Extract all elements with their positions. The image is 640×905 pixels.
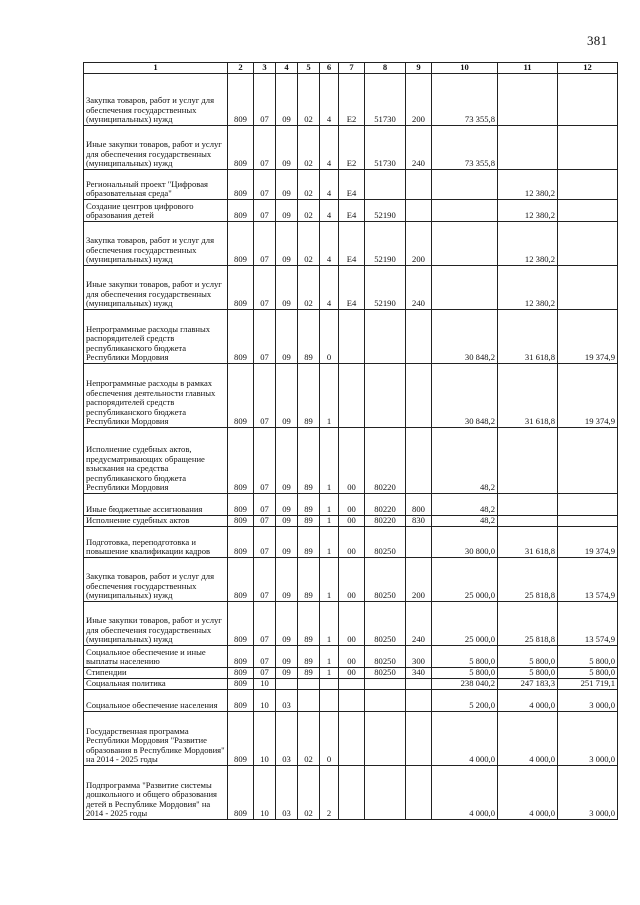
code-cell: 09 <box>276 310 298 364</box>
amount-cell: 48,2 <box>432 494 498 516</box>
amount-cell <box>558 170 618 200</box>
code-cell <box>406 690 432 712</box>
code-cell: 1 <box>320 602 339 646</box>
code-cell: 809 <box>228 170 254 200</box>
amount-cell: 12 380,2 <box>498 200 558 222</box>
row-name-cell: Закупка товаров, работ и услуг для обеспечения государственных (муниципальных) нужд <box>84 222 228 266</box>
code-cell <box>406 310 432 364</box>
code-cell: 07 <box>254 266 276 310</box>
code-cell <box>365 766 406 820</box>
amount-cell: 48,2 <box>432 428 498 494</box>
code-cell <box>365 679 406 690</box>
code-cell: 830 <box>406 516 432 527</box>
amount-cell: 48,2 <box>432 516 498 527</box>
table-row <box>84 428 618 494</box>
code-cell: 09 <box>276 266 298 310</box>
row-name-cell: Подпрограмма "Развитие системы дошкольного и общего образования детей в Республике Мордовия" на 2014 - 2025 годы <box>84 766 228 820</box>
code-cell: 1 <box>320 646 339 668</box>
header-cell: 7 <box>339 63 365 74</box>
code-cell: 09 <box>276 200 298 222</box>
code-cell: E2 <box>339 126 365 170</box>
code-cell: 809 <box>228 558 254 602</box>
code-cell: 10 <box>254 766 276 820</box>
code-cell: 300 <box>406 646 432 668</box>
code-cell <box>339 690 365 712</box>
code-cell: 809 <box>228 646 254 668</box>
code-cell: 09 <box>276 516 298 527</box>
code-cell <box>320 690 339 712</box>
amount-cell: 73 355,8 <box>432 74 498 126</box>
amount-cell: 19 374,9 <box>558 310 618 364</box>
amount-cell: 12 380,2 <box>498 222 558 266</box>
code-cell: 09 <box>276 222 298 266</box>
code-cell: 89 <box>298 558 320 602</box>
amount-cell: 12 380,2 <box>498 266 558 310</box>
code-cell: 809 <box>228 222 254 266</box>
code-cell: 80220 <box>365 428 406 494</box>
code-cell: 80250 <box>365 646 406 668</box>
amount-cell <box>558 222 618 266</box>
amount-cell <box>432 222 498 266</box>
code-cell: 09 <box>276 126 298 170</box>
amount-cell: 31 618,8 <box>498 364 558 428</box>
amount-cell: 5 800,0 <box>432 646 498 668</box>
code-cell: 200 <box>406 74 432 126</box>
code-cell: 00 <box>339 646 365 668</box>
amount-cell: 31 618,8 <box>498 527 558 558</box>
row-name-cell: Создание центров цифрового образования детей <box>84 200 228 222</box>
code-cell: 51730 <box>365 126 406 170</box>
code-cell: 4 <box>320 266 339 310</box>
code-cell: 00 <box>339 558 365 602</box>
code-cell: 07 <box>254 74 276 126</box>
amount-cell: 25 818,8 <box>498 602 558 646</box>
code-cell: 80250 <box>365 668 406 679</box>
amount-cell <box>498 428 558 494</box>
header-cell: 4 <box>276 63 298 74</box>
header-cell: 3 <box>254 63 276 74</box>
table-row <box>84 602 618 646</box>
amount-cell: 4 000,0 <box>432 766 498 820</box>
table-row <box>84 712 618 766</box>
amount-cell <box>558 200 618 222</box>
amount-cell: 5 800,0 <box>498 646 558 668</box>
row-name-cell: Социальное обеспечение и иные выплаты населению <box>84 646 228 668</box>
code-cell: 07 <box>254 126 276 170</box>
amount-cell: 30 848,2 <box>432 310 498 364</box>
code-cell: 800 <box>406 494 432 516</box>
code-cell: 1 <box>320 527 339 558</box>
code-cell: 0 <box>320 712 339 766</box>
code-cell: 89 <box>298 602 320 646</box>
code-cell: 07 <box>254 170 276 200</box>
amount-cell: 13 574,9 <box>558 602 618 646</box>
code-cell: 07 <box>254 222 276 266</box>
code-cell <box>406 364 432 428</box>
amount-cell <box>432 266 498 310</box>
code-cell: 4 <box>320 222 339 266</box>
code-cell: 240 <box>406 126 432 170</box>
amount-cell: 5 800,0 <box>432 668 498 679</box>
code-cell: 809 <box>228 74 254 126</box>
code-cell: 1 <box>320 494 339 516</box>
code-cell: 1 <box>320 558 339 602</box>
budget-table <box>83 62 618 820</box>
code-cell <box>339 766 365 820</box>
code-cell: 07 <box>254 310 276 364</box>
code-cell: 09 <box>276 170 298 200</box>
table-row <box>84 646 618 668</box>
code-cell: 240 <box>406 602 432 646</box>
code-cell: 02 <box>298 266 320 310</box>
code-cell: 00 <box>339 668 365 679</box>
row-name-cell: Социальное обеспечение населения <box>84 690 228 712</box>
code-cell: 809 <box>228 766 254 820</box>
amount-cell: 25 818,8 <box>498 558 558 602</box>
row-name-cell: Иные закупки товаров, работ и услуг для обеспечения государственных (муниципальных) нужд <box>84 126 228 170</box>
header-cell: 1 <box>84 63 228 74</box>
code-cell <box>365 310 406 364</box>
code-cell: 07 <box>254 428 276 494</box>
code-cell: 809 <box>228 712 254 766</box>
code-cell: 02 <box>298 222 320 266</box>
row-name-cell: Закупка товаров, работ и услуг для обеспечения государственных (муниципальных) нужд <box>84 74 228 126</box>
code-cell: 00 <box>339 516 365 527</box>
code-cell: 07 <box>254 527 276 558</box>
header-cell: 10 <box>432 63 498 74</box>
code-cell: E4 <box>339 222 365 266</box>
code-cell: 09 <box>276 364 298 428</box>
header-cell: 2 <box>228 63 254 74</box>
code-cell: 200 <box>406 222 432 266</box>
code-cell: 89 <box>298 494 320 516</box>
code-cell: 89 <box>298 364 320 428</box>
amount-cell: 251 719,1 <box>558 679 618 690</box>
code-cell: 10 <box>254 712 276 766</box>
code-cell: 1 <box>320 516 339 527</box>
page-number: 381 <box>587 33 608 48</box>
amount-cell: 30 800,0 <box>432 527 498 558</box>
row-name-cell: Иные закупки товаров, работ и услуг для обеспечения государственных (муниципальных) нужд <box>84 602 228 646</box>
code-cell: 03 <box>276 766 298 820</box>
code-cell: 07 <box>254 200 276 222</box>
code-cell: 1 <box>320 364 339 428</box>
table-row <box>84 527 618 558</box>
code-cell <box>365 170 406 200</box>
code-cell: 809 <box>228 668 254 679</box>
amount-cell <box>432 200 498 222</box>
amount-cell: 3 000,0 <box>558 766 618 820</box>
table-row <box>84 200 618 222</box>
code-cell: 80250 <box>365 527 406 558</box>
amount-cell: 12 380,2 <box>498 170 558 200</box>
header-cell: 8 <box>365 63 406 74</box>
amount-cell: 19 374,9 <box>558 527 618 558</box>
code-cell <box>406 766 432 820</box>
code-cell: 89 <box>298 516 320 527</box>
code-cell: 02 <box>298 170 320 200</box>
code-cell: 89 <box>298 428 320 494</box>
code-cell: E4 <box>339 170 365 200</box>
code-cell: 09 <box>276 428 298 494</box>
code-cell: 07 <box>254 516 276 527</box>
code-cell: E4 <box>339 200 365 222</box>
row-name-cell: Социальная политика <box>84 679 228 690</box>
code-cell <box>365 690 406 712</box>
code-cell: 809 <box>228 266 254 310</box>
code-cell: 89 <box>298 310 320 364</box>
header-cell: 9 <box>406 63 432 74</box>
code-cell: 51730 <box>365 74 406 126</box>
amount-cell <box>558 266 618 310</box>
amount-cell <box>558 74 618 126</box>
code-cell: 09 <box>276 74 298 126</box>
row-name-cell: Непрограммные расходы в рамках обеспечения деятельности главных распорядителей средств республиканского бюджета Республики Мордовия <box>84 364 228 428</box>
code-cell: 240 <box>406 266 432 310</box>
amount-cell: 4 000,0 <box>498 766 558 820</box>
table-row <box>84 494 618 516</box>
code-cell: 52190 <box>365 222 406 266</box>
table-row <box>84 74 618 126</box>
table-row <box>84 679 618 690</box>
code-cell <box>339 310 365 364</box>
row-name-cell: Государственная программа Республики Мордовия "Развитие образования в Республике Мордовия" на 2014 - 2025 годы <box>84 712 228 766</box>
table-row <box>84 516 618 527</box>
amount-cell <box>498 126 558 170</box>
code-cell: 340 <box>406 668 432 679</box>
amount-cell: 5 200,0 <box>432 690 498 712</box>
code-cell: 09 <box>276 527 298 558</box>
code-cell: 80220 <box>365 494 406 516</box>
table-row <box>84 222 618 266</box>
amount-cell: 31 618,8 <box>498 310 558 364</box>
header-row <box>84 63 618 74</box>
code-cell: 809 <box>228 602 254 646</box>
row-name-cell: Иные бюджетные ассигнования <box>84 494 228 516</box>
table-row <box>84 310 618 364</box>
amount-cell: 25 000,0 <box>432 558 498 602</box>
code-cell: 4 <box>320 200 339 222</box>
code-cell <box>298 679 320 690</box>
code-cell <box>406 428 432 494</box>
row-name-cell: Исполнение судебных актов, предусматривающих обращение взыскания на средства республиканского бюджета Республики Мордовия <box>84 428 228 494</box>
row-name-cell: Исполнение судебных актов <box>84 516 228 527</box>
amount-cell: 73 355,8 <box>432 126 498 170</box>
code-cell <box>339 679 365 690</box>
amount-cell <box>432 170 498 200</box>
code-cell: E2 <box>339 74 365 126</box>
code-cell: 0 <box>320 310 339 364</box>
code-cell <box>339 364 365 428</box>
code-cell <box>339 712 365 766</box>
amount-cell <box>498 516 558 527</box>
code-cell: 80250 <box>365 602 406 646</box>
code-cell: 52190 <box>365 266 406 310</box>
code-cell: 02 <box>298 74 320 126</box>
code-cell: 09 <box>276 558 298 602</box>
code-cell: 02 <box>298 126 320 170</box>
amount-cell <box>498 74 558 126</box>
amount-cell <box>558 494 618 516</box>
table-row <box>84 766 618 820</box>
code-cell: 200 <box>406 558 432 602</box>
amount-cell: 3 000,0 <box>558 712 618 766</box>
code-cell: 809 <box>228 494 254 516</box>
row-name-cell: Иные закупки товаров, работ и услуг для обеспечения государственных (муниципальных) нужд <box>84 266 228 310</box>
code-cell <box>298 690 320 712</box>
code-cell: 09 <box>276 646 298 668</box>
header-cell: 11 <box>498 63 558 74</box>
amount-cell: 247 183,3 <box>498 679 558 690</box>
code-cell: 03 <box>276 712 298 766</box>
code-cell <box>406 679 432 690</box>
header-cell: 5 <box>298 63 320 74</box>
amount-cell: 4 000,0 <box>498 712 558 766</box>
row-name-cell: Стипендии <box>84 668 228 679</box>
amount-cell: 5 800,0 <box>498 668 558 679</box>
code-cell: 09 <box>276 494 298 516</box>
code-cell: 07 <box>254 494 276 516</box>
amount-cell: 4 000,0 <box>498 690 558 712</box>
code-cell: 1 <box>320 428 339 494</box>
code-cell <box>365 364 406 428</box>
amount-cell: 5 800,0 <box>558 668 618 679</box>
amount-cell: 13 574,9 <box>558 558 618 602</box>
code-cell: 809 <box>228 516 254 527</box>
code-cell: 02 <box>298 766 320 820</box>
code-cell: 09 <box>276 602 298 646</box>
code-cell: 03 <box>276 690 298 712</box>
code-cell <box>320 679 339 690</box>
code-cell: 809 <box>228 527 254 558</box>
code-cell: 07 <box>254 668 276 679</box>
code-cell: E4 <box>339 266 365 310</box>
code-cell: 10 <box>254 679 276 690</box>
code-cell <box>276 679 298 690</box>
amount-cell <box>498 494 558 516</box>
amount-cell <box>558 516 618 527</box>
code-cell: 89 <box>298 527 320 558</box>
code-cell: 809 <box>228 310 254 364</box>
code-cell: 00 <box>339 602 365 646</box>
table-row <box>84 558 618 602</box>
code-cell: 80220 <box>365 516 406 527</box>
amount-cell: 30 848,2 <box>432 364 498 428</box>
code-cell: 09 <box>276 668 298 679</box>
row-name-cell: Непрограммные расходы главных распорядителей средств республиканского бюджета Республики Мордовия <box>84 310 228 364</box>
code-cell <box>406 712 432 766</box>
amount-cell <box>558 126 618 170</box>
code-cell: 809 <box>228 428 254 494</box>
code-cell: 00 <box>339 494 365 516</box>
table-row <box>84 126 618 170</box>
table-row <box>84 364 618 428</box>
code-cell: 809 <box>228 126 254 170</box>
code-cell: 809 <box>228 364 254 428</box>
table-body <box>84 74 618 820</box>
amount-cell: 19 374,9 <box>558 364 618 428</box>
code-cell: 1 <box>320 668 339 679</box>
amount-cell: 5 800,0 <box>558 646 618 668</box>
code-cell: 07 <box>254 558 276 602</box>
table-row <box>84 266 618 310</box>
code-cell: 89 <box>298 646 320 668</box>
code-cell: 02 <box>298 712 320 766</box>
row-name-cell: Региональный проект "Цифровая образовательная среда" <box>84 170 228 200</box>
amount-cell: 3 000,0 <box>558 690 618 712</box>
row-name-cell: Закупка товаров, работ и услуг для обеспечения государственных (муниципальных) нужд <box>84 558 228 602</box>
amount-cell <box>558 428 618 494</box>
code-cell: 4 <box>320 126 339 170</box>
code-cell: 809 <box>228 200 254 222</box>
code-cell: 809 <box>228 679 254 690</box>
header-cell: 6 <box>320 63 339 74</box>
table-row <box>84 668 618 679</box>
code-cell: 4 <box>320 170 339 200</box>
row-name-cell: Подготовка, переподготовка и повышение квалификации кадров <box>84 527 228 558</box>
code-cell: 10 <box>254 690 276 712</box>
code-cell: 52190 <box>365 200 406 222</box>
code-cell <box>406 200 432 222</box>
amount-cell: 25 000,0 <box>432 602 498 646</box>
code-cell: 809 <box>228 690 254 712</box>
code-cell <box>406 527 432 558</box>
code-cell: 89 <box>298 668 320 679</box>
header-cell: 12 <box>558 63 618 74</box>
code-cell: 02 <box>298 200 320 222</box>
code-cell: 80250 <box>365 558 406 602</box>
code-cell: 4 <box>320 74 339 126</box>
code-cell: 07 <box>254 646 276 668</box>
code-cell <box>406 170 432 200</box>
code-cell: 00 <box>339 428 365 494</box>
code-cell: 2 <box>320 766 339 820</box>
code-cell <box>365 712 406 766</box>
amount-cell: 238 040,2 <box>432 679 498 690</box>
amount-cell: 4 000,0 <box>432 712 498 766</box>
code-cell: 00 <box>339 527 365 558</box>
table-row <box>84 690 618 712</box>
table-row <box>84 170 618 200</box>
code-cell: 07 <box>254 602 276 646</box>
code-cell: 07 <box>254 364 276 428</box>
